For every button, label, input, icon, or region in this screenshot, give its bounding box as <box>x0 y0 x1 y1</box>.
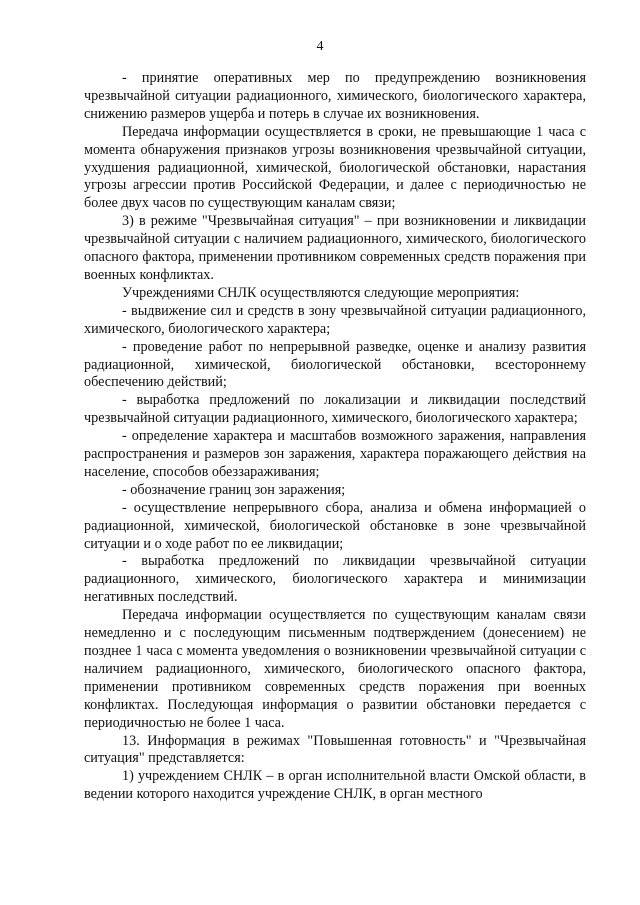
page-number: 4 <box>316 39 324 54</box>
paragraph: Учреждениями СНЛК осуществляются следующие мероприятия: <box>122 284 520 301</box>
paragraph: - обозначение границ зон заражения; <box>122 481 346 498</box>
paragraph: - осуществление непрерывного сбора, анализа и обмена информацией о радиационной, химической, биологической обстановке в зоне чрезвычайной ситуации и о ходе работ по ее ликвидации; <box>84 499 586 552</box>
document-body <box>84 70 586 804</box>
paragraph: - проведение работ по непрерывной разведке, оценке и анализу развития радиационной, химической, биологической обстановки, всестороннему обеспечению действий; <box>84 338 586 391</box>
paragraph: - выработка предложений по локализации и ликвидации последствий чрезвычайной ситуации радиационного, химического, биологического характера; <box>84 392 586 427</box>
paragraph: 1) учреждением СНЛК – в орган исполнительной власти Омской области, в ведении которого находится учреждение СНЛК, в орган местного <box>84 768 586 803</box>
paragraph: - определение характера и масштабов возможного заражения, направления распространения и размеров зон заражения, характера поражающего действия на население, способов обеззараживания; <box>84 428 586 480</box>
paragraph: Передача информации осуществляется по существующим каналам связи немедленно и с последующим письменным подтверждением (донесением) не позднее 1 часа с момента уведомления о возникновении чрезвычайной ситуации с наличием радиационного, химического, биологического опасного фактора, применении противником современных средств поражения при военных конфликтах. Последующая информация о развитии обстановки передается с периодичностью не более 1 часа. <box>84 607 586 731</box>
paragraph: - выдвижение сил и средств в зону чрезвычайной ситуации радиационного, химического, биологического характера; <box>84 302 586 337</box>
paragraph: 13. Информация в режимах "Повышенная готовность" и "Чрезвычайная ситуация" представляется: <box>84 732 586 767</box>
paragraph: - принятие оперативных мер по предупреждению возникновения чрезвычайной ситуации радиационного, химического, биологического характера, снижению размеров ущерба и потерь в случае их возникновения. <box>84 70 586 122</box>
paragraph: Передача информации осуществляется в сроки, не превышающие 1 часа с момента обнаружения признаков угрозы возникновения чрезвычайной ситуации, ухудшения радиационной, химической, биологической обстановки, нарастания угрозы агрессии против Российской Федерации, и далее с периодичностью не более двух часов по существующим каналам связи; <box>84 123 586 212</box>
paragraph: - выработка предложений по ликвидации чрезвычайной ситуации радиационного, химического, биологического характера и минимизации негативных последствий. <box>84 553 586 606</box>
paragraph: 3) в режиме "Чрезвычайная ситуация" – при возникновении и ликвидации чрезвычайной ситуации с наличием радиационного, химического, биологического опасного фактора, применении противником современных средств поражения при военных конфликтах. <box>84 213 586 283</box>
